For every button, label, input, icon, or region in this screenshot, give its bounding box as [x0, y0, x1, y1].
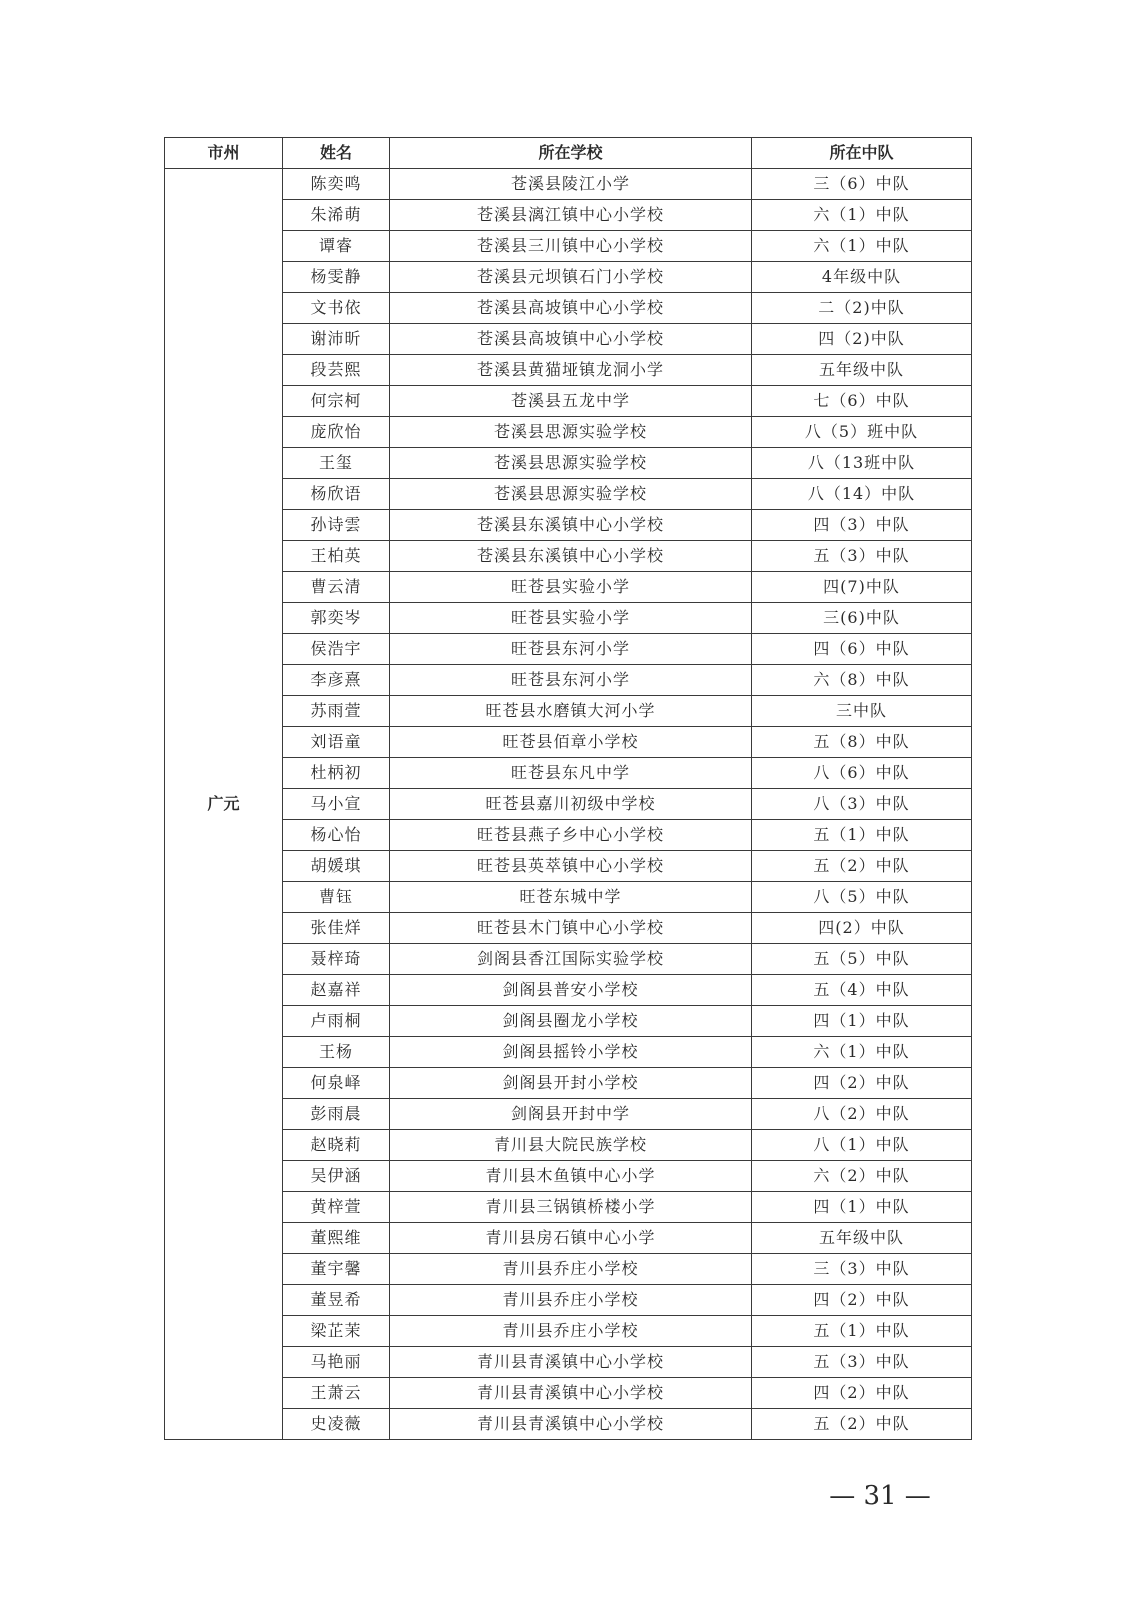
name-cell: 曹云清	[283, 572, 390, 603]
school-cell: 青川县木鱼镇中心小学	[390, 1161, 752, 1192]
squad-cell: 五（5）中队	[752, 944, 972, 975]
table-row	[165, 510, 972, 541]
school-cell: 苍溪县元坝镇石门小学校	[390, 262, 752, 293]
squad-cell: 四（2)中队	[752, 324, 972, 355]
school-cell: 剑阁县开封中学	[390, 1099, 752, 1130]
squad-cell: 三(6)中队	[752, 603, 972, 634]
table-row	[165, 665, 972, 696]
school-cell: 旺苍县东河小学	[390, 665, 752, 696]
header-squad: 所在中队	[752, 138, 972, 169]
squad-cell: 八（6）中队	[752, 758, 972, 789]
table-row	[165, 1316, 972, 1347]
name-cell: 何泉峄	[283, 1068, 390, 1099]
squad-cell: 五（8）中队	[752, 727, 972, 758]
name-cell: 曹钰	[283, 882, 390, 913]
squad-cell: 4年级中队	[752, 262, 972, 293]
name-cell: 聂梓琦	[283, 944, 390, 975]
school-cell: 苍溪县东溪镇中心小学校	[390, 510, 752, 541]
school-cell: 青川县青溪镇中心小学校	[390, 1409, 752, 1440]
table-row	[165, 727, 972, 758]
name-cell: 朱浠萌	[283, 200, 390, 231]
school-cell: 青川县青溪镇中心小学校	[390, 1347, 752, 1378]
table-row	[165, 789, 972, 820]
name-cell: 庞欣怡	[283, 417, 390, 448]
squad-cell: 四（1）中队	[752, 1192, 972, 1223]
city-cell: 广元	[165, 169, 283, 1440]
school-cell: 苍溪县五龙中学	[390, 386, 752, 417]
squad-cell: 五（4）中队	[752, 975, 972, 1006]
table-row	[165, 603, 972, 634]
name-cell: 文书依	[283, 293, 390, 324]
name-cell: 王柏英	[283, 541, 390, 572]
table-row	[165, 1130, 972, 1161]
table-row	[165, 944, 972, 975]
name-cell: 刘语童	[283, 727, 390, 758]
table-row	[165, 975, 972, 1006]
table-row	[165, 1006, 972, 1037]
name-cell: 张佳烊	[283, 913, 390, 944]
squad-cell: 八（2）中队	[752, 1099, 972, 1130]
school-cell: 苍溪县黄猫垭镇龙洞小学	[390, 355, 752, 386]
squad-cell: 三（6）中队	[752, 169, 972, 200]
header-row	[165, 138, 972, 169]
squad-cell: 五（1）中队	[752, 820, 972, 851]
name-cell: 彭雨晨	[283, 1099, 390, 1130]
squad-cell: 五年级中队	[752, 355, 972, 386]
table-row	[165, 231, 972, 262]
table-row	[165, 448, 972, 479]
squad-cell: 八（14）中队	[752, 479, 972, 510]
squad-cell: 四（6）中队	[752, 634, 972, 665]
name-cell: 杨心怡	[283, 820, 390, 851]
table-row	[165, 1254, 972, 1285]
table-row	[165, 1037, 972, 1068]
squad-cell: 八（1）中队	[752, 1130, 972, 1161]
school-cell: 青川县房石镇中心小学	[390, 1223, 752, 1254]
name-cell: 李彦熹	[283, 665, 390, 696]
school-cell: 青川县三锅镇桥楼小学	[390, 1192, 752, 1223]
school-cell: 旺苍县燕子乡中心小学校	[390, 820, 752, 851]
name-cell: 侯浩宇	[283, 634, 390, 665]
table-row	[165, 169, 972, 200]
table-row	[165, 882, 972, 913]
name-cell: 段芸熙	[283, 355, 390, 386]
school-cell: 剑阁县普安小学校	[390, 975, 752, 1006]
squad-cell: 五（1）中队	[752, 1316, 972, 1347]
name-cell: 董昱希	[283, 1285, 390, 1316]
roster-table	[164, 137, 972, 1440]
table-row	[165, 1068, 972, 1099]
school-cell: 旺苍东城中学	[390, 882, 752, 913]
table-row	[165, 1161, 972, 1192]
table-row	[165, 758, 972, 789]
squad-cell: 四(7)中队	[752, 572, 972, 603]
table-row	[165, 355, 972, 386]
squad-cell: 四(2）中队	[752, 913, 972, 944]
name-cell: 杨雯静	[283, 262, 390, 293]
squad-cell: 三中队	[752, 696, 972, 727]
school-cell: 苍溪县思源实验学校	[390, 448, 752, 479]
name-cell: 吴伊涵	[283, 1161, 390, 1192]
school-cell: 苍溪县漓江镇中心小学校	[390, 200, 752, 231]
school-cell: 青川县乔庄小学校	[390, 1254, 752, 1285]
name-cell: 史凌薇	[283, 1409, 390, 1440]
squad-cell: 五（3）中队	[752, 1347, 972, 1378]
squad-cell: 二（2)中队	[752, 293, 972, 324]
name-cell: 王杨	[283, 1037, 390, 1068]
table-row	[165, 820, 972, 851]
name-cell: 谢沛昕	[283, 324, 390, 355]
table-row	[165, 417, 972, 448]
name-cell: 孙诗雲	[283, 510, 390, 541]
school-cell: 旺苍县木门镇中心小学校	[390, 913, 752, 944]
school-cell: 苍溪县思源实验学校	[390, 479, 752, 510]
table-row	[165, 1099, 972, 1130]
school-cell: 旺苍县嘉川初级中学校	[390, 789, 752, 820]
school-cell: 苍溪县思源实验学校	[390, 417, 752, 448]
name-cell: 马小宣	[283, 789, 390, 820]
squad-cell: 六（8）中队	[752, 665, 972, 696]
table-row	[165, 851, 972, 882]
squad-cell: 八（13班中队	[752, 448, 972, 479]
name-cell: 杨欣语	[283, 479, 390, 510]
squad-cell: 八（5）班中队	[752, 417, 972, 448]
header-name: 姓名	[283, 138, 390, 169]
table-row	[165, 913, 972, 944]
squad-cell: 五（2）中队	[752, 1409, 972, 1440]
school-cell: 剑阁县摇铃小学校	[390, 1037, 752, 1068]
table-row	[165, 1223, 972, 1254]
school-cell: 旺苍县实验小学	[390, 572, 752, 603]
squad-cell: 五（3）中队	[752, 541, 972, 572]
school-cell: 苍溪县高坡镇中心小学校	[390, 293, 752, 324]
header-city: 市州	[165, 138, 283, 169]
table-row	[165, 324, 972, 355]
table-row	[165, 200, 972, 231]
squad-cell: 七（6）中队	[752, 386, 972, 417]
name-cell: 郭奕岑	[283, 603, 390, 634]
squad-cell: 八（5）中队	[752, 882, 972, 913]
name-cell: 董宇馨	[283, 1254, 390, 1285]
school-cell: 青川县乔庄小学校	[390, 1316, 752, 1347]
name-cell: 卢雨桐	[283, 1006, 390, 1037]
squad-cell: 五年级中队	[752, 1223, 972, 1254]
school-cell: 剑阁县香江国际实验学校	[390, 944, 752, 975]
school-cell: 旺苍县东河小学	[390, 634, 752, 665]
name-cell: 赵晓莉	[283, 1130, 390, 1161]
squad-cell: 六（1）中队	[752, 231, 972, 262]
table-row	[165, 1409, 972, 1440]
table-row	[165, 386, 972, 417]
squad-cell: 四（3）中队	[752, 510, 972, 541]
school-cell: 剑阁县开封小学校	[390, 1068, 752, 1099]
name-cell: 胡媛琪	[283, 851, 390, 882]
name-cell: 王玺	[283, 448, 390, 479]
school-cell: 苍溪县东溪镇中心小学校	[390, 541, 752, 572]
name-cell: 黄梓萱	[283, 1192, 390, 1223]
squad-cell: 四（2）中队	[752, 1378, 972, 1409]
school-cell: 苍溪县陵江小学	[390, 169, 752, 200]
school-cell: 剑阁县圈龙小学校	[390, 1006, 752, 1037]
school-cell: 苍溪县三川镇中心小学校	[390, 231, 752, 262]
table-row	[165, 1285, 972, 1316]
name-cell: 陈奕鸣	[283, 169, 390, 200]
table-row	[165, 479, 972, 510]
table-row	[165, 293, 972, 324]
school-cell: 青川县青溪镇中心小学校	[390, 1378, 752, 1409]
school-cell: 旺苍县英萃镇中心小学校	[390, 851, 752, 882]
name-cell: 谭睿	[283, 231, 390, 262]
table-header	[165, 138, 972, 169]
table-row	[165, 634, 972, 665]
name-cell: 何宗柯	[283, 386, 390, 417]
squad-cell: 六（2）中队	[752, 1161, 972, 1192]
table-row	[165, 1347, 972, 1378]
name-cell: 梁芷茉	[283, 1316, 390, 1347]
table-row	[165, 1192, 972, 1223]
squad-cell: 四（1）中队	[752, 1006, 972, 1037]
school-cell: 青川县乔庄小学校	[390, 1285, 752, 1316]
squad-cell: 三（3）中队	[752, 1254, 972, 1285]
table-row	[165, 572, 972, 603]
squad-cell: 六（1）中队	[752, 200, 972, 231]
school-cell: 苍溪县高坡镇中心小学校	[390, 324, 752, 355]
table-row	[165, 262, 972, 293]
table-row	[165, 696, 972, 727]
school-cell: 青川县大院民族学校	[390, 1130, 752, 1161]
squad-cell: 八（3）中队	[752, 789, 972, 820]
squad-cell: 五（2）中队	[752, 851, 972, 882]
squad-cell: 四（2）中队	[752, 1068, 972, 1099]
name-cell: 赵嘉祥	[283, 975, 390, 1006]
table-row	[165, 1378, 972, 1409]
name-cell: 杜柄初	[283, 758, 390, 789]
school-cell: 旺苍县实验小学	[390, 603, 752, 634]
squad-cell: 四（2）中队	[752, 1285, 972, 1316]
name-cell: 王萧云	[283, 1378, 390, 1409]
school-cell: 旺苍县东凡中学	[390, 758, 752, 789]
school-cell: 旺苍县水磨镇大河小学	[390, 696, 752, 727]
name-cell: 苏雨萱	[283, 696, 390, 727]
table-body	[165, 169, 972, 1440]
table-row	[165, 541, 972, 572]
squad-cell: 六（1）中队	[752, 1037, 972, 1068]
page-number: — 31 —	[829, 1481, 931, 1511]
school-cell: 旺苍县佰章小学校	[390, 727, 752, 758]
header-school: 所在学校	[390, 138, 752, 169]
name-cell: 董熙维	[283, 1223, 390, 1254]
name-cell: 马艳丽	[283, 1347, 390, 1378]
